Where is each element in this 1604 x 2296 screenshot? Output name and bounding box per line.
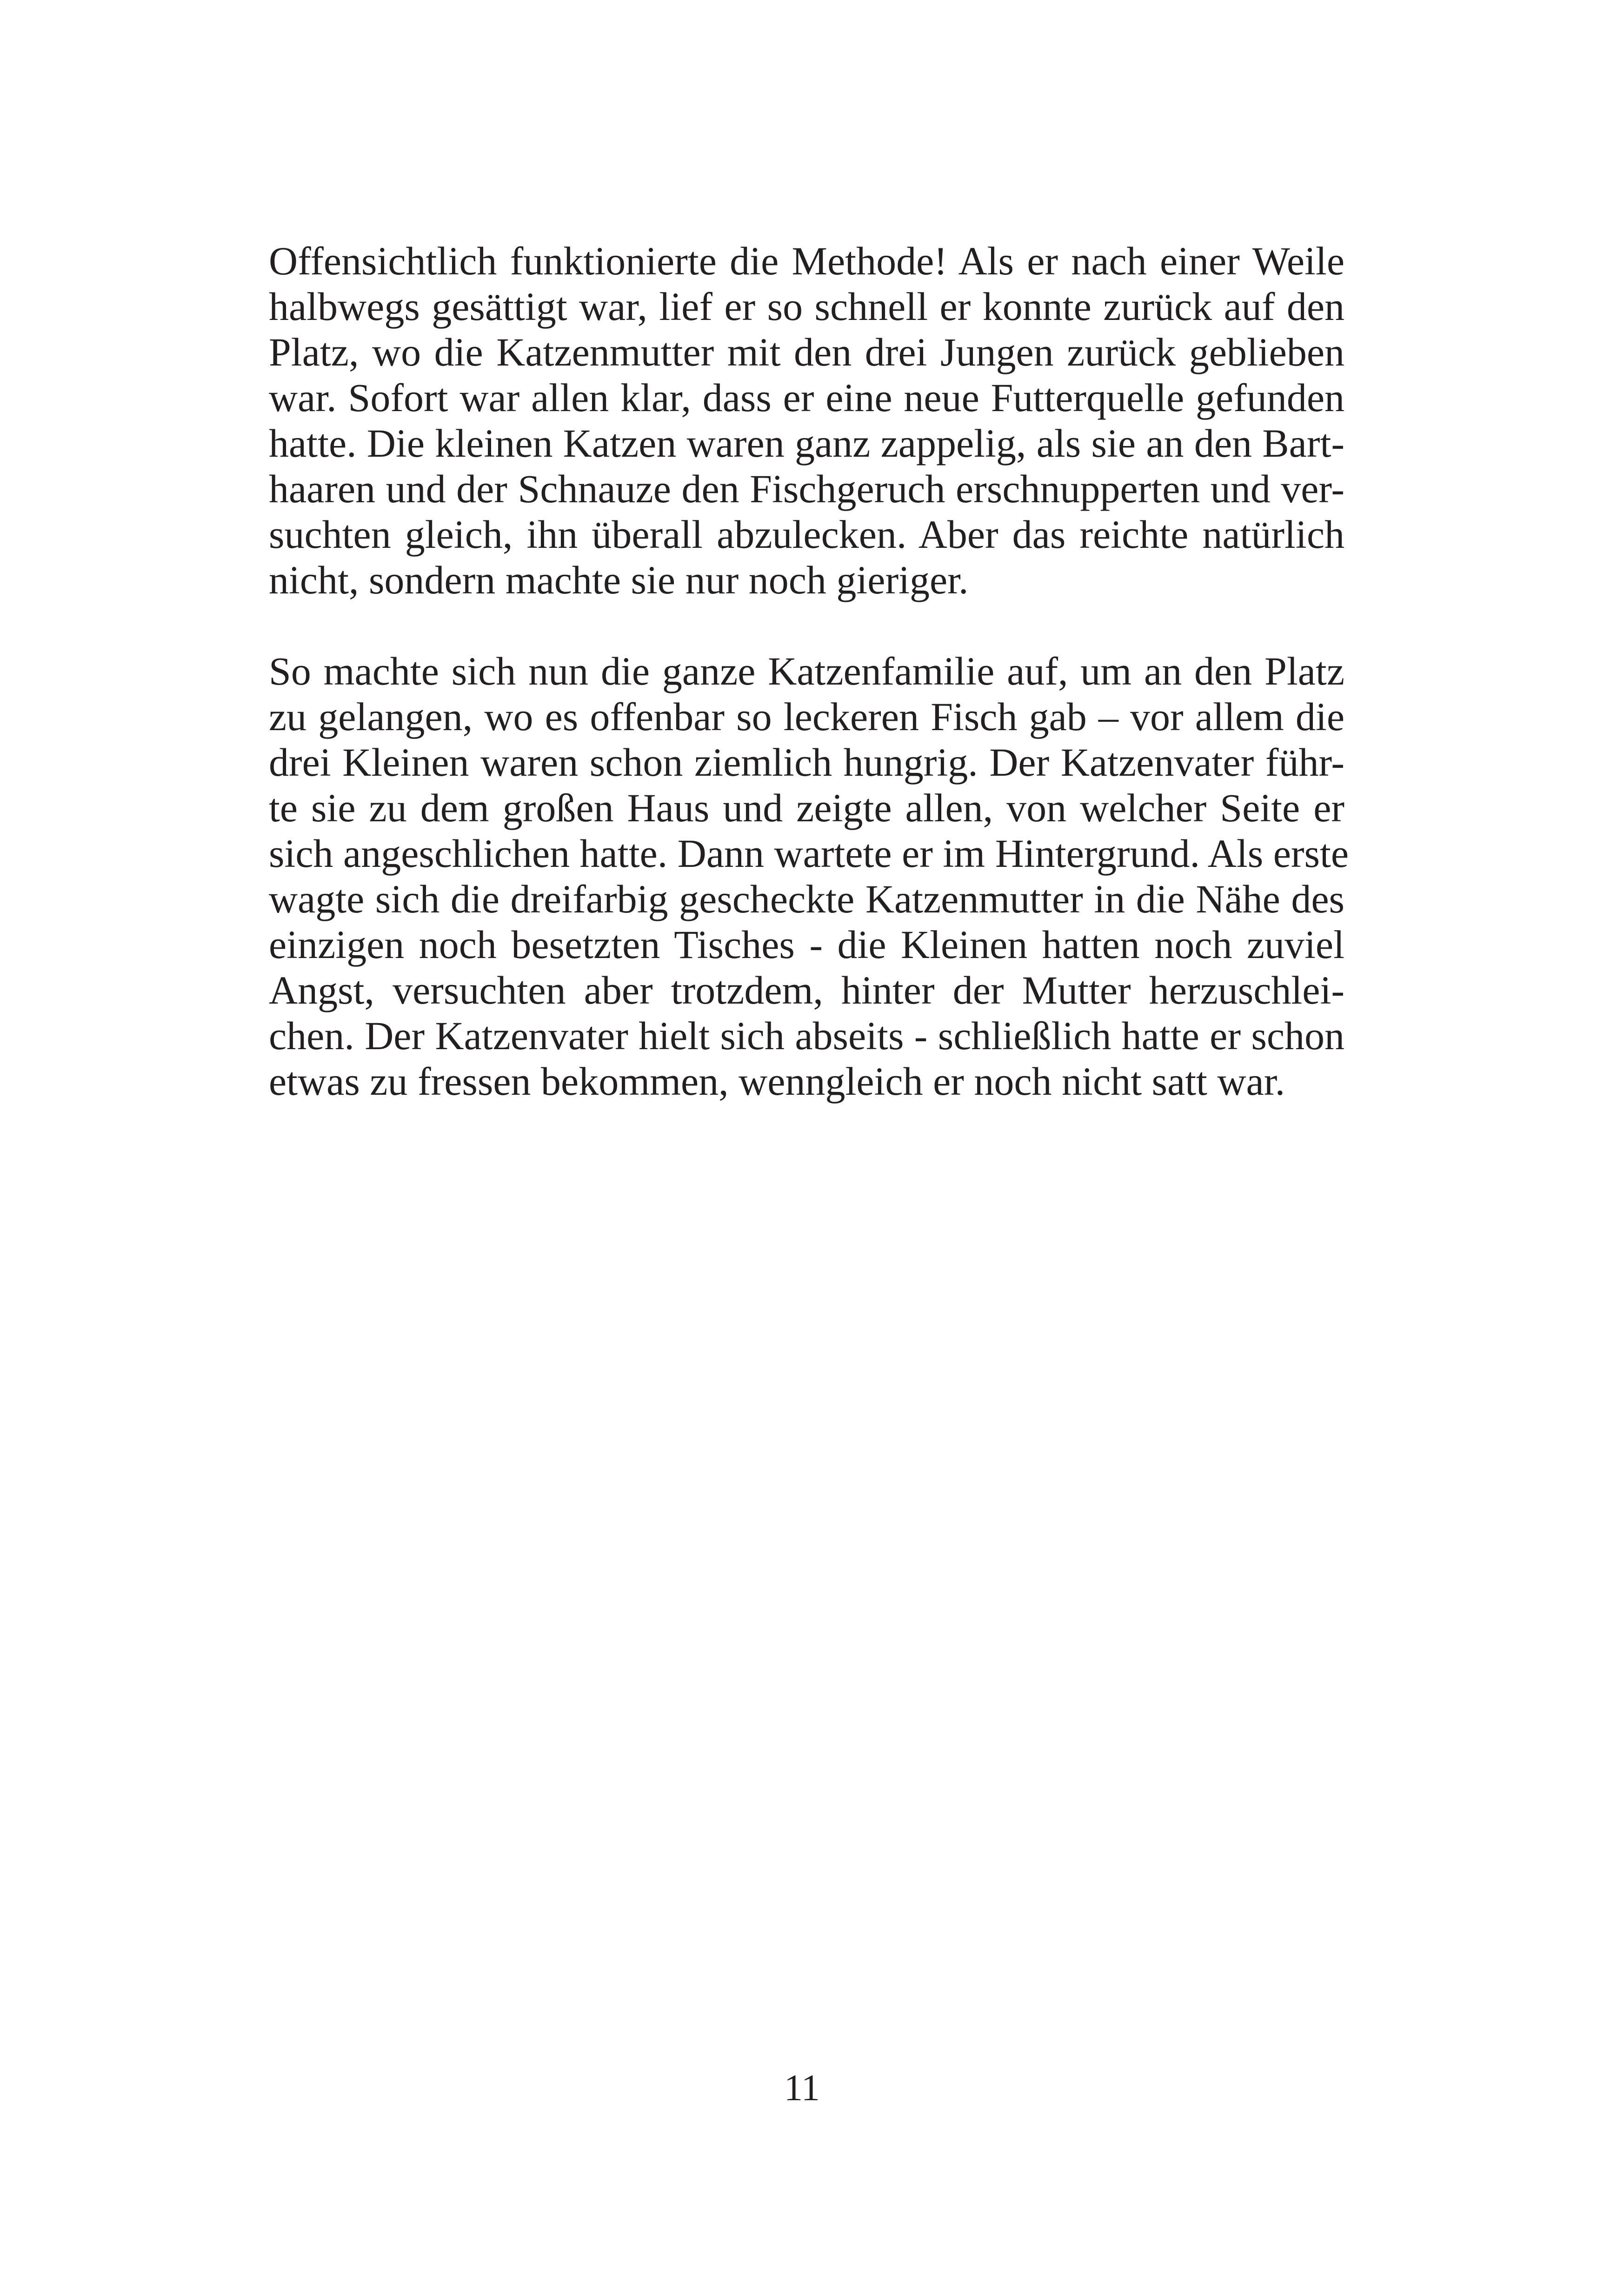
text-line: Angst, versuchten aber trotzdem, hinter der Mutter herzuschlei- bbox=[269, 968, 1344, 1012]
text-line: war. Sofort war allen klar, dass er eine neue Futterquelle gefunden bbox=[269, 375, 1344, 420]
text-line: etwas zu fressen bekommen, wenngleich er noch nicht satt war. bbox=[269, 1059, 1285, 1104]
text-line: hatte. Die kleinen Katzen waren ganz zappelig, als sie an den Bart- bbox=[269, 421, 1344, 466]
text-line: Offensichtlich funktionierte die Methode! Als er nach einer Weile bbox=[269, 239, 1344, 283]
paragraph-2 bbox=[269, 648, 1349, 1104]
body-text bbox=[269, 238, 1349, 1104]
text-line: einzigen noch besetzten Tisches - die Kleinen hatten noch zuviel bbox=[269, 922, 1344, 967]
text-line: nicht, sondern machte sie nur noch gieriger. bbox=[269, 558, 969, 602]
paragraph-1 bbox=[269, 238, 1344, 603]
text-line: sich angeschlichen hatte. Dann wartete er im Hintergrund. Als erste bbox=[269, 831, 1349, 876]
text-line: Platz, wo die Katzenmutter mit den drei Jungen zurück geblieben bbox=[269, 330, 1344, 374]
text-line: haaren und der Schnauze den Fischgeruch erschnupperten und ver- bbox=[269, 466, 1344, 511]
text-line: zu gelangen, wo es offenbar so leckeren Fisch gab – vor allem die bbox=[269, 694, 1344, 739]
text-line: chen. Der Katzenvater hielt sich abseits - schließlich hatte er schon bbox=[269, 1013, 1344, 1058]
text-line: halbwegs gesättigt war, lief er so schnell er konnte zurück auf den bbox=[269, 284, 1344, 329]
page-number: 11 bbox=[784, 2068, 820, 2109]
text-line: wagte sich die dreifarbig gescheckte Katzenmutter in die Nähe des bbox=[269, 877, 1344, 921]
text-line: So machte sich nun die ganze Katzenfamilie auf, um an den Platz bbox=[269, 649, 1344, 693]
text-line: drei Kleinen waren schon ziemlich hungrig. Der Katzenvater führ- bbox=[269, 740, 1344, 785]
text-line: suchten gleich, ihn überall abzulecken. Aber das reichte natürlich bbox=[269, 512, 1344, 557]
text-line: te sie zu dem großen Haus und zeigte allen, von welcher Seite er bbox=[269, 785, 1344, 830]
